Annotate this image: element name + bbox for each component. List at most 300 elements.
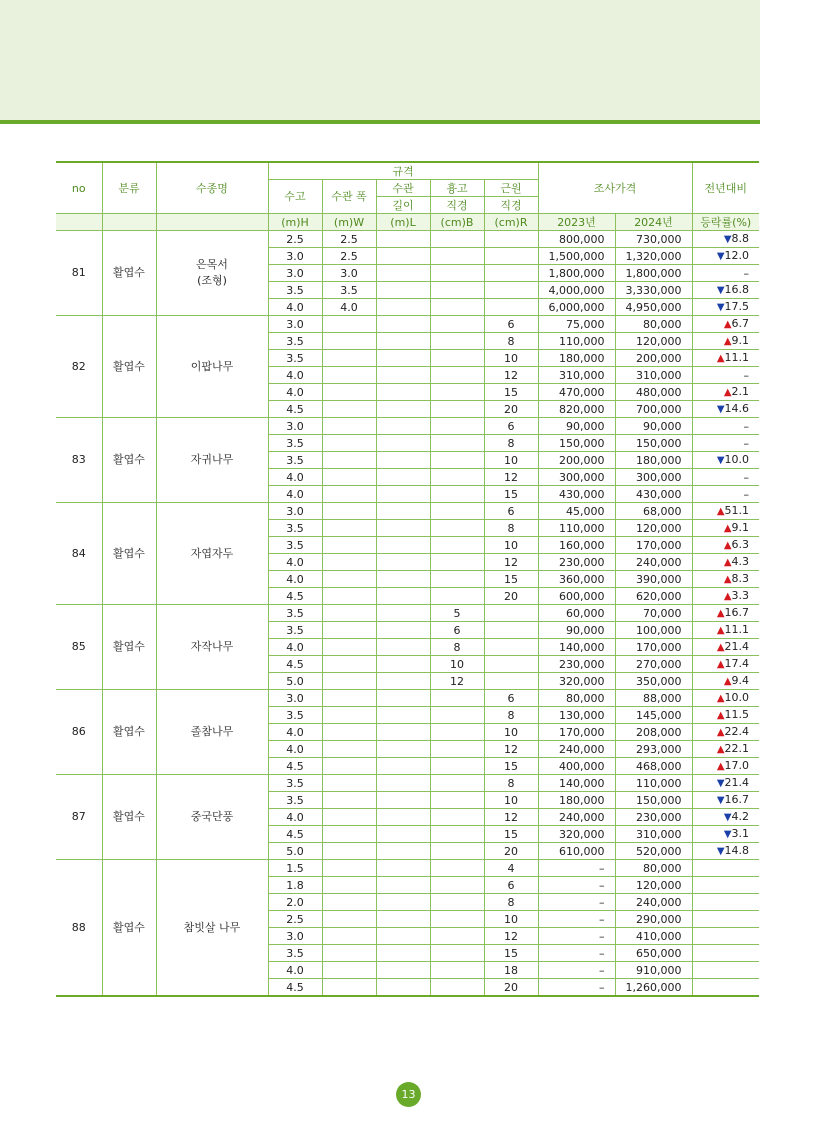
group-no: 86	[56, 690, 102, 775]
length-cell	[376, 792, 430, 809]
height-cell: 3.5	[268, 333, 322, 350]
change-cell	[692, 724, 759, 741]
root-cell	[484, 656, 538, 673]
change-cell	[692, 843, 759, 860]
change-value: 9.4	[731, 674, 750, 687]
unit-chest: (cm)B	[430, 214, 484, 231]
height-cell: 2.0	[268, 894, 322, 911]
price-2023-cell: 360,000	[538, 571, 615, 588]
width-cell	[322, 316, 376, 333]
root-cell: 20	[484, 979, 538, 997]
arrow-down-icon: ▼	[723, 812, 732, 823]
price-2024-cell: 180,000	[615, 452, 692, 469]
group-category: 활엽수	[102, 418, 156, 503]
price-2024-cell: 80,000	[615, 860, 692, 877]
change-value: 8.8	[731, 232, 750, 245]
height-cell: 3.0	[268, 503, 322, 520]
change-cell	[692, 469, 759, 486]
root-cell: 8	[484, 520, 538, 537]
length-cell	[376, 962, 430, 979]
arrow-up-icon: ▲	[723, 523, 732, 534]
change-cell	[692, 316, 759, 333]
change-value: 17.0	[724, 759, 750, 772]
change-value: 9.1	[731, 521, 750, 534]
width-cell	[322, 962, 376, 979]
chest-cell	[430, 588, 484, 605]
width-cell	[322, 758, 376, 775]
change-cell	[692, 367, 759, 384]
group-species: 졸참나무	[156, 690, 268, 775]
root-cell: 15	[484, 758, 538, 775]
change-value: 10.0	[724, 691, 750, 704]
width-cell	[322, 928, 376, 945]
change-value: 16.7	[724, 793, 750, 806]
header-spacer	[102, 214, 156, 231]
height-cell: 2.5	[268, 911, 322, 928]
price-2024-cell: 300,000	[615, 469, 692, 486]
price-2024-cell: 480,000	[615, 384, 692, 401]
width-cell	[322, 435, 376, 452]
change-value: 11.1	[724, 351, 750, 364]
height-cell: 3.5	[268, 707, 322, 724]
change-cell	[692, 350, 759, 367]
width-cell	[322, 401, 376, 418]
arrow-down-icon: ▼	[716, 778, 725, 789]
price-2024-cell: 230,000	[615, 809, 692, 826]
width-cell	[322, 775, 376, 792]
height-cell: 3.5	[268, 452, 322, 469]
group-species: 이팝나무	[156, 316, 268, 418]
price-2023-cell: 80,000	[538, 690, 615, 707]
length-cell	[376, 605, 430, 622]
length-cell	[376, 299, 430, 316]
height-cell: 4.5	[268, 588, 322, 605]
length-cell	[376, 418, 430, 435]
width-cell: 4.0	[322, 299, 376, 316]
change-value: 17.4	[724, 657, 750, 670]
chest-cell	[430, 554, 484, 571]
length-cell	[376, 537, 430, 554]
chest-cell	[430, 316, 484, 333]
header-spacer	[56, 214, 102, 231]
length-cell	[376, 758, 430, 775]
change-value: 4.2	[731, 810, 750, 823]
chest-cell	[430, 350, 484, 367]
change-value: 16.8	[724, 283, 750, 296]
header-crown-length: 수관	[376, 180, 430, 197]
root-cell: 15	[484, 384, 538, 401]
price-2024-cell: 170,000	[615, 537, 692, 554]
length-cell	[376, 554, 430, 571]
root-cell: 18	[484, 962, 538, 979]
arrow-down-icon: ▼	[716, 251, 725, 262]
header-width: 수관 폭	[322, 180, 376, 214]
chest-cell	[430, 843, 484, 860]
header-price: 조사가격	[538, 162, 692, 214]
price-2024-cell: 120,000	[615, 877, 692, 894]
width-cell	[322, 877, 376, 894]
group-category: 활엽수	[102, 316, 156, 418]
change-value: –	[743, 436, 750, 450]
price-2023-cell: 1,800,000	[538, 265, 615, 282]
price-2024-cell: 310,000	[615, 826, 692, 843]
root-cell: 20	[484, 401, 538, 418]
table-row	[56, 231, 759, 248]
group-no: 84	[56, 503, 102, 605]
chest-cell: 8	[430, 639, 484, 656]
length-cell	[376, 452, 430, 469]
change-cell	[692, 741, 759, 758]
root-cell: 12	[484, 554, 538, 571]
chest-cell	[430, 435, 484, 452]
price-2024-cell: 468,000	[615, 758, 692, 775]
root-cell: 20	[484, 843, 538, 860]
price-2024-cell: 1,260,000	[615, 979, 692, 997]
height-cell: 3.5	[268, 435, 322, 452]
length-cell	[376, 401, 430, 418]
root-cell: 12	[484, 928, 538, 945]
group-species: 은목서 (조형)	[156, 231, 268, 316]
year-2024: 2024년	[615, 214, 692, 231]
price-2024-cell: 110,000	[615, 775, 692, 792]
length-cell	[376, 860, 430, 877]
width-cell	[322, 486, 376, 503]
width-cell	[322, 571, 376, 588]
group-category: 활엽수	[102, 605, 156, 690]
change-value: 3.1	[731, 827, 750, 840]
change-cell	[692, 860, 759, 877]
height-cell: 4.0	[268, 724, 322, 741]
width-cell: 3.5	[322, 282, 376, 299]
width-cell	[322, 605, 376, 622]
change-cell	[692, 945, 759, 962]
change-cell	[692, 554, 759, 571]
group-category: 활엽수	[102, 503, 156, 605]
arrow-up-icon: ▲	[723, 676, 732, 687]
root-cell: 15	[484, 826, 538, 843]
width-cell	[322, 622, 376, 639]
width-cell	[322, 520, 376, 537]
price-2023-cell: 600,000	[538, 588, 615, 605]
chest-cell: 6	[430, 622, 484, 639]
chest-cell	[430, 945, 484, 962]
height-cell: 4.0	[268, 741, 322, 758]
chest-cell	[430, 401, 484, 418]
price-2023-cell: 610,000	[538, 843, 615, 860]
price-2024-cell: 350,000	[615, 673, 692, 690]
chest-cell	[430, 299, 484, 316]
header-banner	[0, 0, 760, 120]
height-cell: 3.5	[268, 605, 322, 622]
price-2024-cell: 700,000	[615, 401, 692, 418]
chest-cell	[430, 877, 484, 894]
width-cell	[322, 333, 376, 350]
root-cell	[484, 265, 538, 282]
width-cell	[322, 860, 376, 877]
group-no: 88	[56, 860, 102, 997]
length-cell	[376, 265, 430, 282]
table-row	[56, 860, 759, 877]
chest-cell	[430, 792, 484, 809]
arrow-up-icon: ▲	[723, 574, 732, 585]
root-cell: 8	[484, 775, 538, 792]
header-category: 분류	[102, 162, 156, 214]
root-cell: 8	[484, 894, 538, 911]
price-2023-cell: 470,000	[538, 384, 615, 401]
length-cell	[376, 316, 430, 333]
price-2023-cell: 90,000	[538, 622, 615, 639]
chest-cell	[430, 367, 484, 384]
unit-height: (m)H	[268, 214, 322, 231]
change-unit: 등락률(%)	[692, 214, 759, 231]
root-cell	[484, 622, 538, 639]
root-cell: 10	[484, 724, 538, 741]
price-2023-cell: –	[538, 877, 615, 894]
change-value: 51.1	[724, 504, 750, 517]
length-cell	[376, 707, 430, 724]
width-cell	[322, 826, 376, 843]
width-cell	[322, 418, 376, 435]
height-cell: 4.0	[268, 554, 322, 571]
root-cell	[484, 605, 538, 622]
root-cell: 20	[484, 588, 538, 605]
chest-cell	[430, 979, 484, 997]
width-cell	[322, 537, 376, 554]
chest-cell	[430, 520, 484, 537]
length-cell	[376, 690, 430, 707]
root-cell	[484, 639, 538, 656]
length-cell	[376, 248, 430, 265]
width-cell	[322, 588, 376, 605]
height-cell: 3.5	[268, 537, 322, 554]
change-cell	[692, 979, 759, 997]
price-2023-cell: 90,000	[538, 418, 615, 435]
change-value: 14.8	[724, 844, 750, 857]
chest-cell	[430, 860, 484, 877]
group-category: 활엽수	[102, 231, 156, 316]
root-cell	[484, 282, 538, 299]
root-cell: 10	[484, 452, 538, 469]
width-cell	[322, 690, 376, 707]
height-cell: 4.0	[268, 469, 322, 486]
arrow-down-icon: ▼	[716, 285, 725, 296]
chest-cell: 12	[430, 673, 484, 690]
change-cell	[692, 384, 759, 401]
height-cell: 4.0	[268, 809, 322, 826]
price-2023-cell: –	[538, 928, 615, 945]
price-2024-cell: 730,000	[615, 231, 692, 248]
arrow-up-icon: ▲	[723, 387, 732, 398]
length-cell	[376, 826, 430, 843]
width-cell	[322, 894, 376, 911]
price-2024-cell: 520,000	[615, 843, 692, 860]
length-cell	[376, 724, 430, 741]
length-cell	[376, 384, 430, 401]
group-no: 87	[56, 775, 102, 860]
arrow-up-icon: ▲	[723, 319, 732, 330]
chest-cell	[430, 928, 484, 945]
arrow-up-icon: ▲	[716, 353, 725, 364]
change-value: 6.3	[731, 538, 750, 551]
width-cell: 2.5	[322, 231, 376, 248]
page-number: 13	[396, 1082, 421, 1107]
width-cell	[322, 554, 376, 571]
height-cell: 4.0	[268, 639, 322, 656]
length-cell	[376, 877, 430, 894]
price-2023-cell: 200,000	[538, 452, 615, 469]
table-row	[56, 775, 759, 792]
change-cell	[692, 877, 759, 894]
chest-cell	[430, 962, 484, 979]
chest-cell	[430, 333, 484, 350]
change-cell	[692, 656, 759, 673]
height-cell: 3.0	[268, 418, 322, 435]
arrow-up-icon: ▲	[716, 744, 725, 755]
price-2024-cell: 90,000	[615, 418, 692, 435]
price-2023-cell: 6,000,000	[538, 299, 615, 316]
price-2023-cell: 75,000	[538, 316, 615, 333]
group-species: 자귀나무	[156, 418, 268, 503]
length-cell	[376, 979, 430, 997]
root-cell: 8	[484, 333, 538, 350]
price-2023-cell: 800,000	[538, 231, 615, 248]
change-cell	[692, 401, 759, 418]
height-cell: 3.5	[268, 282, 322, 299]
price-2023-cell: 820,000	[538, 401, 615, 418]
height-cell: 3.0	[268, 248, 322, 265]
unit-length: (m)L	[376, 214, 430, 231]
price-2024-cell: 650,000	[615, 945, 692, 962]
chest-cell	[430, 690, 484, 707]
change-cell	[692, 520, 759, 537]
price-2024-cell: 240,000	[615, 554, 692, 571]
root-cell: 12	[484, 367, 538, 384]
header-chest-diameter-2: 직경	[430, 197, 484, 214]
price-2024-cell: 150,000	[615, 792, 692, 809]
width-cell	[322, 350, 376, 367]
chest-cell	[430, 418, 484, 435]
chest-cell	[430, 469, 484, 486]
group-category: 활엽수	[102, 775, 156, 860]
price-2023-cell: 110,000	[538, 333, 615, 350]
price-2023-cell: –	[538, 962, 615, 979]
change-cell	[692, 622, 759, 639]
change-value: 2.1	[731, 385, 750, 398]
root-cell: 10	[484, 537, 538, 554]
price-2023-cell: 140,000	[538, 775, 615, 792]
height-cell: 4.0	[268, 962, 322, 979]
change-cell	[692, 537, 759, 554]
price-table	[56, 161, 759, 997]
price-2024-cell: 208,000	[615, 724, 692, 741]
table-body	[56, 231, 759, 997]
price-2024-cell: 70,000	[615, 605, 692, 622]
change-cell	[692, 503, 759, 520]
group-category: 활엽수	[102, 690, 156, 775]
change-value: 9.1	[731, 334, 750, 347]
height-cell: 4.5	[268, 826, 322, 843]
change-value: –	[743, 266, 750, 280]
change-cell	[692, 282, 759, 299]
price-2023-cell: 130,000	[538, 707, 615, 724]
root-cell: 12	[484, 809, 538, 826]
header-spacer	[156, 214, 268, 231]
root-cell: 10	[484, 792, 538, 809]
length-cell	[376, 520, 430, 537]
height-cell: 5.0	[268, 843, 322, 860]
price-2023-cell: 150,000	[538, 435, 615, 452]
unit-root: (cm)R	[484, 214, 538, 231]
root-cell: 6	[484, 316, 538, 333]
table-row	[56, 316, 759, 333]
arrow-down-icon: ▼	[716, 846, 725, 857]
price-2024-cell: 1,800,000	[615, 265, 692, 282]
change-cell	[692, 775, 759, 792]
price-2024-cell: 290,000	[615, 911, 692, 928]
change-cell	[692, 248, 759, 265]
width-cell: 2.5	[322, 248, 376, 265]
chest-cell	[430, 282, 484, 299]
change-value: 22.4	[724, 725, 750, 738]
width-cell	[322, 673, 376, 690]
arrow-up-icon: ▲	[716, 727, 725, 738]
length-cell	[376, 945, 430, 962]
chest-cell: 10	[430, 656, 484, 673]
price-2023-cell: 430,000	[538, 486, 615, 503]
change-cell	[692, 809, 759, 826]
length-cell	[376, 469, 430, 486]
chest-cell	[430, 707, 484, 724]
price-2023-cell: 4,000,000	[538, 282, 615, 299]
width-cell	[322, 792, 376, 809]
change-cell	[692, 962, 759, 979]
change-cell	[692, 265, 759, 282]
width-cell	[322, 367, 376, 384]
width-cell	[322, 945, 376, 962]
change-cell	[692, 690, 759, 707]
change-cell	[692, 486, 759, 503]
change-cell	[692, 418, 759, 435]
table-row	[56, 605, 759, 622]
price-2024-cell: 170,000	[615, 639, 692, 656]
height-cell: 3.0	[268, 265, 322, 282]
chest-cell	[430, 894, 484, 911]
width-cell	[322, 469, 376, 486]
header-root-diameter-2: 직경	[484, 197, 538, 214]
year-2023: 2023년	[538, 214, 615, 231]
header-no: no	[56, 162, 102, 214]
root-cell: 6	[484, 690, 538, 707]
chest-cell	[430, 265, 484, 282]
group-no: 83	[56, 418, 102, 503]
width-cell	[322, 503, 376, 520]
chest-cell	[430, 452, 484, 469]
chest-cell	[430, 231, 484, 248]
table-row	[56, 503, 759, 520]
price-2024-cell: 80,000	[615, 316, 692, 333]
arrow-up-icon: ▲	[716, 693, 725, 704]
price-2023-cell: 45,000	[538, 503, 615, 520]
price-2023-cell: –	[538, 979, 615, 997]
price-2024-cell: 293,000	[615, 741, 692, 758]
length-cell	[376, 809, 430, 826]
change-cell	[692, 452, 759, 469]
height-cell: 3.0	[268, 316, 322, 333]
price-2024-cell: 410,000	[615, 928, 692, 945]
change-cell	[692, 673, 759, 690]
price-2023-cell: 240,000	[538, 809, 615, 826]
length-cell	[376, 571, 430, 588]
